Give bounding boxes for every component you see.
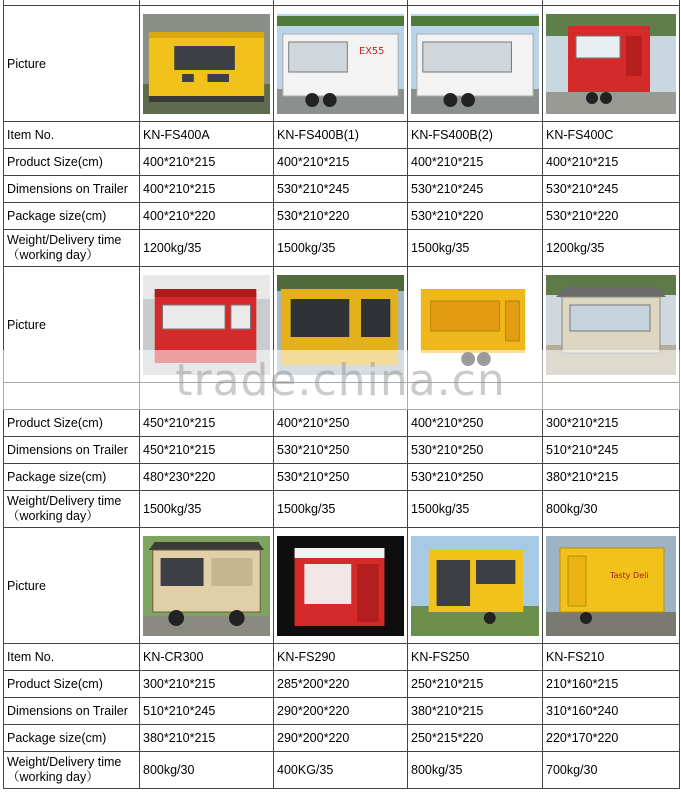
package-size-cell: 530*210*250 — [274, 464, 408, 491]
dimensions-cell: 530*210*245 — [274, 176, 408, 203]
yellow-trailer-icon — [546, 536, 676, 636]
table-row — [4, 203, 680, 230]
package-size-cell: 530*210*220 — [408, 203, 543, 230]
product-size-cell: 300*210*215 — [543, 410, 680, 437]
weight-cell: 1500kg/35 — [408, 230, 543, 267]
item-no-label: Item No. — [4, 644, 140, 671]
item-no-cell: KN-FS400B(1) — [274, 122, 408, 149]
dimensions-cell: 530*210*250 — [408, 437, 543, 464]
dimensions-cell: 530*210*250 — [274, 437, 408, 464]
package-size-label: Package size(cm) — [4, 203, 140, 230]
item-no-cell: KN-FS400C — [543, 122, 680, 149]
product-size-cell: 450*210*215 — [140, 410, 274, 437]
dimensions-cell: 400*210*215 — [140, 176, 274, 203]
weight-label — [4, 752, 140, 789]
product-size-cell: 400*210*215 — [408, 149, 543, 176]
package-size-cell: 480*230*220 — [140, 464, 274, 491]
product-size-cell: 300*210*215 — [140, 671, 274, 698]
dimensions-cell: 510*210*245 — [543, 437, 680, 464]
package-size-cell: 380*210*215 — [543, 464, 680, 491]
watermark-band — [0, 350, 681, 410]
weight-cell: 800kg/35 — [408, 752, 543, 789]
weight-cell: 1500kg/35 — [140, 491, 274, 528]
vintage-cart-icon — [143, 536, 270, 636]
dimensions-cell: 510*210*245 — [140, 698, 274, 725]
weight-cell: 1200kg/35 — [140, 230, 274, 267]
product-size-cell: 400*210*250 — [274, 410, 408, 437]
weight-cell: 800kg/30 — [543, 491, 680, 528]
weight-label — [4, 491, 140, 528]
product-size-label: Product Size(cm) — [4, 149, 140, 176]
item-no-cell: KN-CR300 — [140, 644, 274, 671]
dimensions-label: Dimensions on Trailer — [4, 437, 140, 464]
yellow-trailer-icon — [411, 536, 539, 636]
white-trailer-icon — [411, 14, 539, 114]
item-no-label: Item No. — [4, 122, 140, 149]
weight-label-line2: （working day） — [7, 770, 99, 784]
product-size-cell: 250*210*215 — [408, 671, 543, 698]
table-row — [4, 149, 680, 176]
weight-cell: 800kg/30 — [140, 752, 274, 789]
weight-cell: 1200kg/35 — [543, 230, 680, 267]
item-no-cell: KN-FS290 — [274, 644, 408, 671]
svg-text:Tasty Deli: Tasty Deli — [610, 570, 649, 580]
dimensions-cell: 530*210*245 — [408, 176, 543, 203]
item-no-cell: KN-FS400B(2) — [408, 122, 543, 149]
table-row — [4, 437, 680, 464]
dimensions-cell: 310*160*240 — [543, 698, 680, 725]
table-row — [4, 176, 680, 203]
product-size-cell: 400*210*215 — [140, 149, 274, 176]
product-size-cell: 210*160*215 — [543, 671, 680, 698]
picture-row — [4, 528, 680, 644]
yellow-cart-icon — [143, 14, 270, 114]
package-size-cell: 220*170*220 — [543, 725, 680, 752]
table-row — [4, 671, 680, 698]
package-size-cell: 530*210*220 — [543, 203, 680, 230]
dimensions-label: Dimensions on Trailer — [4, 176, 140, 203]
weight-label-line1: Weight/Delivery time — [7, 755, 122, 769]
picture-label: Picture — [4, 267, 140, 383]
dimensions-label: Dimensions on Trailer — [4, 698, 140, 725]
table-row — [4, 698, 680, 725]
dimensions-cell: 450*210*215 — [140, 437, 274, 464]
table-row — [4, 410, 680, 437]
package-size-label: Package size(cm) — [4, 464, 140, 491]
watermark-text: trade.china.cn — [175, 354, 506, 406]
svg-text:EX55: EX55 — [359, 45, 385, 57]
weight-label-line1: Weight/Delivery time — [7, 494, 122, 508]
item-no-cell: KN-FS400A — [140, 122, 274, 149]
weight-cell: 700kg/30 — [543, 752, 680, 789]
weight-cell: 1500kg/35 — [274, 230, 408, 267]
weight-cell: 400KG/35 — [274, 752, 408, 789]
product-size-cell: 285*200*220 — [274, 671, 408, 698]
package-size-cell: 380*210*215 — [140, 725, 274, 752]
package-size-cell: 530*210*250 — [408, 464, 543, 491]
weight-label-line2: （working day） — [7, 509, 99, 523]
product-size-label: Product Size(cm) — [4, 410, 140, 437]
table-row — [4, 752, 680, 789]
table-row — [4, 491, 680, 528]
table-row — [4, 464, 680, 491]
red-trailer-icon — [546, 14, 676, 114]
table-row — [4, 230, 680, 267]
product-size-label: Product Size(cm) — [4, 671, 140, 698]
table-row — [4, 725, 680, 752]
package-size-cell: 290*200*220 — [274, 725, 408, 752]
table-row — [4, 644, 680, 671]
product-size-cell: 400*210*215 — [274, 149, 408, 176]
white-trailer-icon — [277, 14, 404, 114]
product-size-cell: 400*210*215 — [543, 149, 680, 176]
picture-label: Picture — [4, 6, 140, 122]
dimensions-cell: 530*210*245 — [543, 176, 680, 203]
item-no-cell: KN-FS210 — [543, 644, 680, 671]
package-size-cell: 250*215*220 — [408, 725, 543, 752]
coke-kiosk-icon — [277, 536, 404, 636]
weight-cell: 1500kg/35 — [274, 491, 408, 528]
dimensions-cell: 380*210*215 — [408, 698, 543, 725]
weight-label-line2: （working day） — [7, 248, 99, 262]
package-size-cell: 530*210*220 — [274, 203, 408, 230]
dimensions-cell: 290*200*220 — [274, 698, 408, 725]
weight-cell: 1500kg/35 — [408, 491, 543, 528]
picture-label: Picture — [4, 528, 140, 644]
package-size-label: Package size(cm) — [4, 725, 140, 752]
package-size-cell: 400*210*220 — [140, 203, 274, 230]
item-no-cell: KN-FS250 — [408, 644, 543, 671]
weight-label-line1: Weight/Delivery time — [7, 233, 122, 247]
weight-label — [4, 230, 140, 267]
picture-row — [4, 6, 680, 122]
product-size-cell: 400*210*250 — [408, 410, 543, 437]
table-row — [4, 122, 680, 149]
